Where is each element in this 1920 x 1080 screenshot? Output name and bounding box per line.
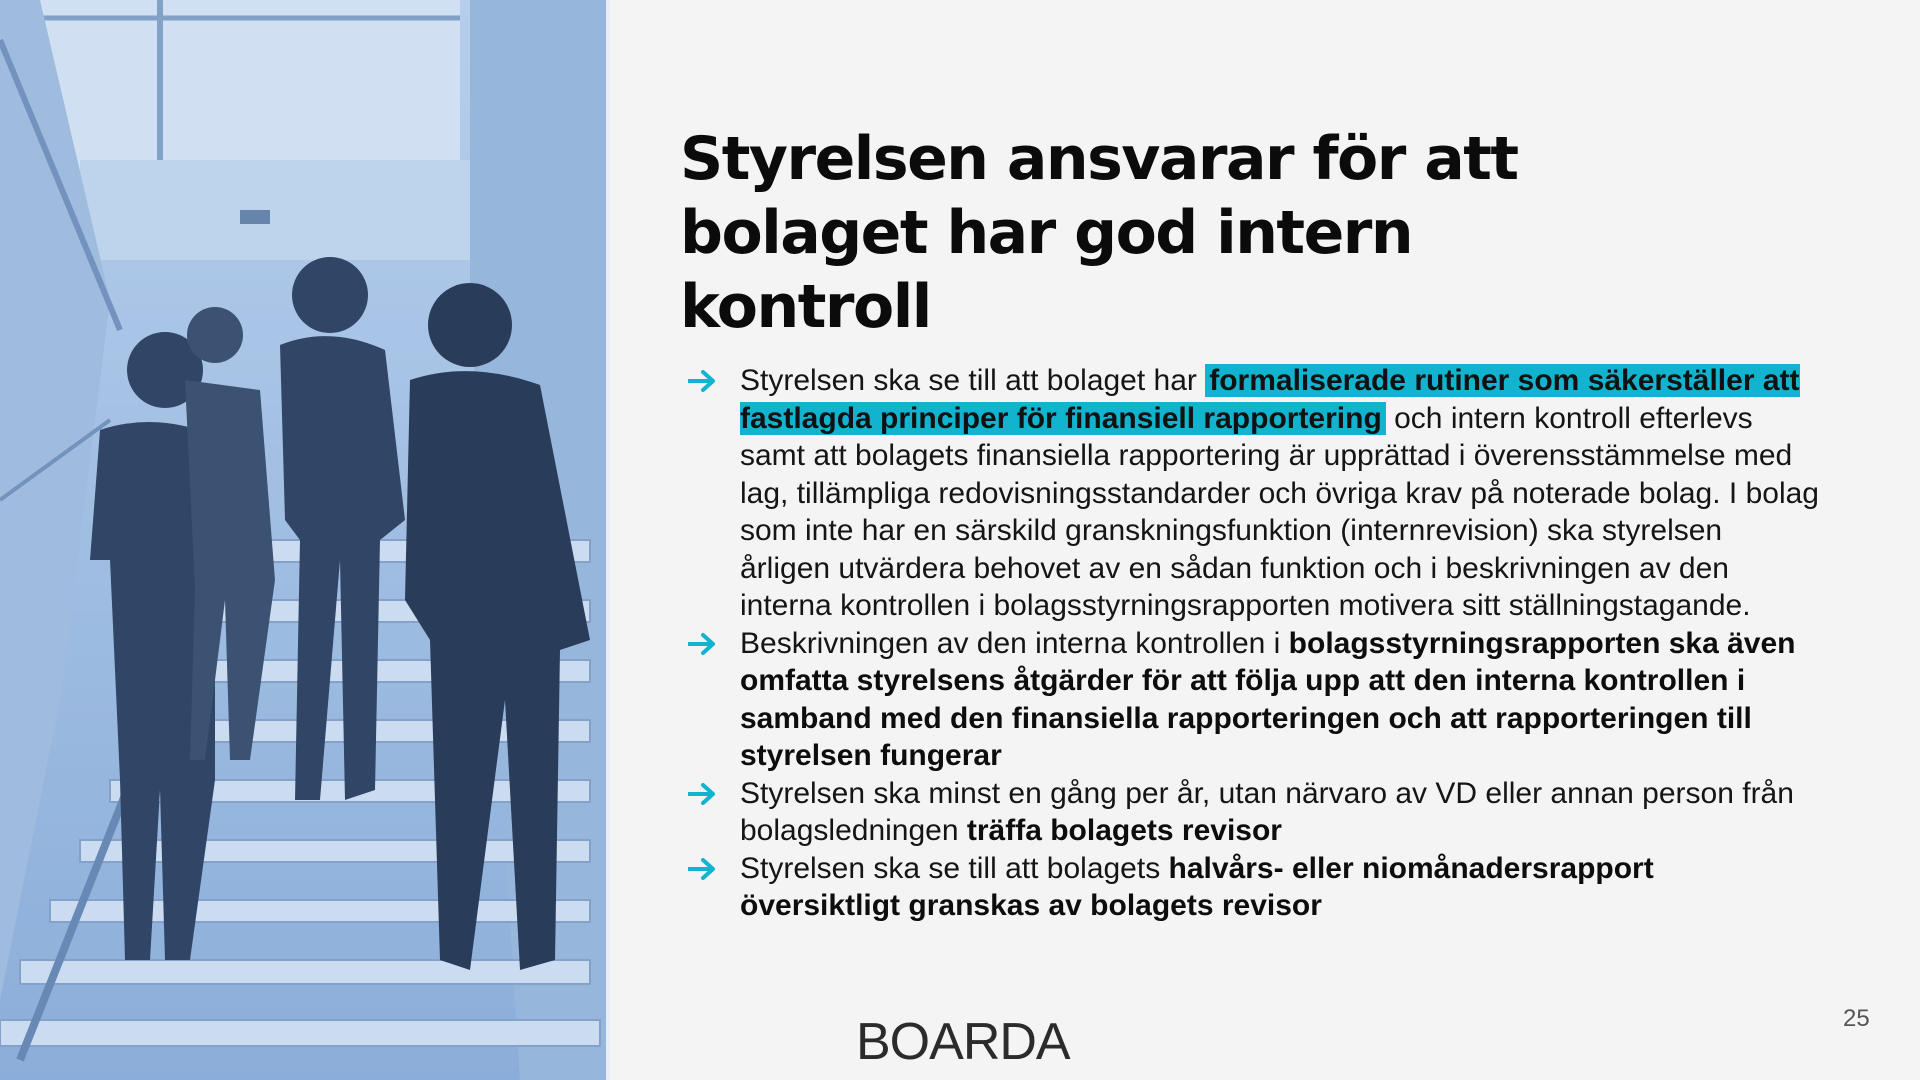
photo-divider: [606, 0, 610, 1080]
bullet-list: [688, 362, 1820, 925]
bullet-text: och intern kontroll efterlevs samt att bolagets finansiella rapportering är upprättad i överensstämmelse med lag, tillämpliga redovisningsstandarder och övriga krav på noterade bolag. I bolag som inte har en särskild granskningsfunktion (internrevision) ska styrelsen årligen utvärdera behovet av en sådan funktion och i beskrivningen av den interna kontrollen i bolagsstyrningsrapporten motivera sitt ställningstagande.: [740, 401, 1819, 622]
arrow-right-icon: [688, 370, 718, 392]
bullet-item: [688, 775, 1820, 850]
bullet-item: [688, 625, 1820, 775]
bullet-text: Styrelsen ska minst en gång per år, utan närvaro av VD eller annan person från bolagsledningen: [740, 776, 1794, 847]
bold-text: träffa bolagets revisor: [966, 814, 1282, 847]
arrow-right-icon: [688, 783, 718, 805]
boarda-logo: BOARDA: [856, 1013, 1070, 1071]
bullet-item: [688, 850, 1820, 925]
highlighted-text: formaliserade rutiner som säkerställer att fastlagda principer för finansiell rapportering: [740, 364, 1800, 435]
slide-title: Styrelsen ansvarar för att bolaget har god intern kontroll: [680, 124, 1518, 342]
bullet-item: [688, 362, 1820, 625]
bullet-text: Styrelsen ska se till att bolagets: [740, 851, 1169, 885]
bullet-text: Styrelsen ska se till att bolaget har: [740, 364, 1206, 397]
photo-illustration: [0, 0, 608, 1080]
page-number: 25: [1843, 1005, 1870, 1032]
arrow-right-icon: [688, 858, 718, 880]
bold-text: halvårs- eller niomånadersrapport översiktligt granskas av bolagets revisor: [740, 851, 1654, 922]
bullet-text: Beskrivningen av den interna kontrollen i: [740, 626, 1289, 660]
arrow-right-icon: [688, 633, 718, 655]
stairs-photo: [0, 0, 608, 1080]
bold-text: bolagsstyrningsrapporten ska även omfatta styrelsens åtgärder för att följa upp att den interna kontrollen i samband med den finansiella rapporteringen och att rapporteringen till styrelsen fungerar: [740, 626, 1796, 772]
